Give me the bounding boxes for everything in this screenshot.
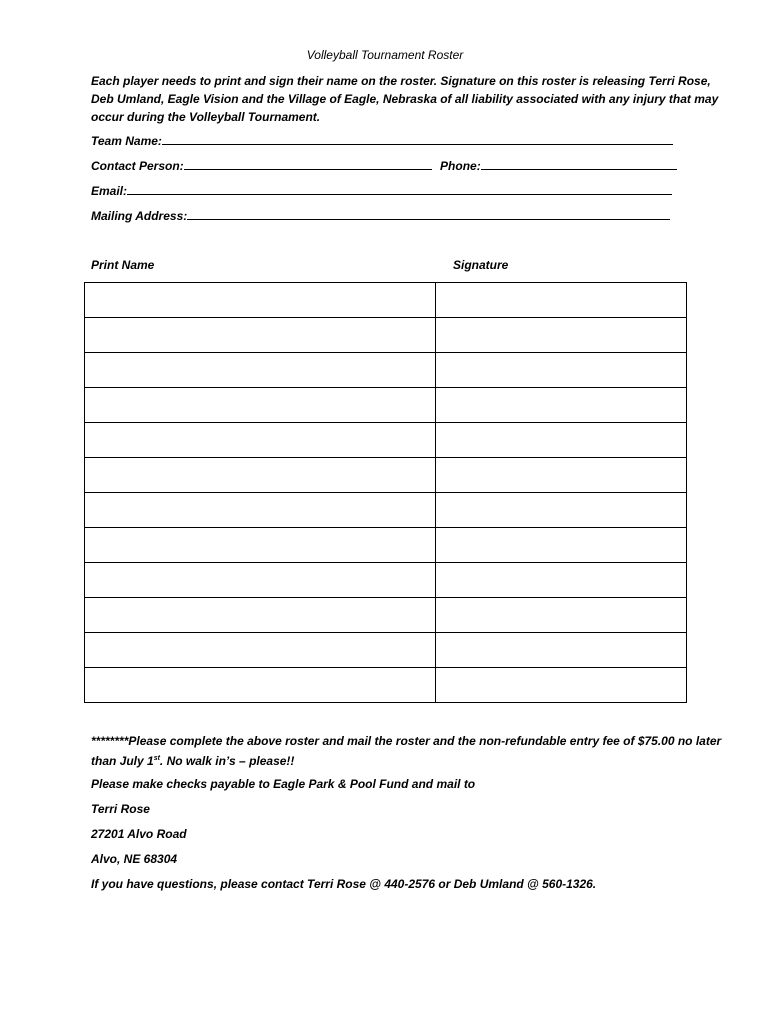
- table-row: [85, 598, 687, 633]
- mailing-address-label: Mailing Address:: [91, 209, 188, 223]
- signature-header: Signature: [453, 258, 509, 272]
- email-label: Email:: [91, 184, 128, 198]
- table-row: [85, 493, 687, 528]
- contact-person-label: Contact Person:: [91, 159, 184, 173]
- mail-to-city: Alvo, NE 68304: [91, 852, 178, 866]
- print-name-cell[interactable]: [85, 423, 436, 458]
- instructions-tail: . No walk in’s – please!!: [159, 754, 295, 768]
- mailing-instructions: [91, 732, 731, 770]
- liability-statement: Each player needs to print and sign their name on the roster. Signature on this roster is releasing Terri Rose, Deb Umland, Eagle Vision and the Village of Eagle, Nebraska of all liability associated with any injury that may occur during the Volleyball Tournament.: [91, 74, 719, 124]
- mail-to-name: Terri Rose: [91, 802, 150, 816]
- print-name-cell[interactable]: [85, 528, 436, 563]
- signature-cell[interactable]: [436, 458, 687, 493]
- team-name-label: Team Name:: [91, 134, 162, 148]
- print-name-cell[interactable]: [85, 598, 436, 633]
- contact-person-blank[interactable]: [184, 157, 432, 170]
- print-name-cell[interactable]: [85, 493, 436, 528]
- signature-cell[interactable]: [436, 423, 687, 458]
- signature-cell[interactable]: [436, 598, 687, 633]
- contact-person-field[interactable]: [91, 157, 677, 173]
- signature-cell[interactable]: [436, 318, 687, 353]
- contact-questions-note: If you have questions, please contact Terri Rose @ 440-2576 or Deb Umland @ 560-1326.: [91, 877, 597, 891]
- table-row: [85, 668, 687, 703]
- print-name-cell[interactable]: [85, 353, 436, 388]
- signature-cell[interactable]: [436, 528, 687, 563]
- phone-label: Phone:: [440, 159, 481, 173]
- table-row: [85, 388, 687, 423]
- print-name-cell[interactable]: [85, 633, 436, 668]
- signature-cell[interactable]: [436, 493, 687, 528]
- signature-cell[interactable]: [436, 633, 687, 668]
- team-name-blank[interactable]: [162, 132, 673, 145]
- signature-cell[interactable]: [436, 283, 687, 318]
- mailing-address-blank[interactable]: [187, 207, 670, 220]
- mailing-address-field[interactable]: [91, 207, 670, 223]
- print-name-cell[interactable]: [85, 283, 436, 318]
- table-row: [85, 563, 687, 598]
- email-blank[interactable]: [127, 182, 672, 195]
- table-row: [85, 318, 687, 353]
- email-field[interactable]: [91, 182, 672, 198]
- checks-payable-note: Please make checks payable to Eagle Park & Pool Fund and mail to: [91, 777, 476, 791]
- mail-to-street: 27201 Alvo Road: [91, 827, 187, 841]
- table-row: [85, 633, 687, 668]
- table-row: [85, 283, 687, 318]
- ordinal-suffix: st: [153, 755, 160, 762]
- signature-cell[interactable]: [436, 353, 687, 388]
- print-name-cell[interactable]: [85, 668, 436, 703]
- team-name-field[interactable]: [91, 132, 673, 148]
- roster-table: [84, 282, 687, 703]
- phone-blank[interactable]: [481, 157, 677, 170]
- instructions-text: ********Please complete the above roster and mail the roster and the non-refundable entry fee of $75.00 no later than July 1: [91, 734, 722, 768]
- print-name-cell[interactable]: [85, 318, 436, 353]
- print-name-cell[interactable]: [85, 458, 436, 493]
- print-name-header: Print Name: [91, 258, 155, 272]
- table-row: [85, 353, 687, 388]
- table-row: [85, 423, 687, 458]
- page-title: Volleyball Tournament Roster: [306, 48, 464, 62]
- table-row: [85, 458, 687, 493]
- signature-cell[interactable]: [436, 563, 687, 598]
- signature-cell[interactable]: [436, 388, 687, 423]
- print-name-cell[interactable]: [85, 388, 436, 423]
- table-row: [85, 528, 687, 563]
- print-name-cell[interactable]: [85, 563, 436, 598]
- signature-cell[interactable]: [436, 668, 687, 703]
